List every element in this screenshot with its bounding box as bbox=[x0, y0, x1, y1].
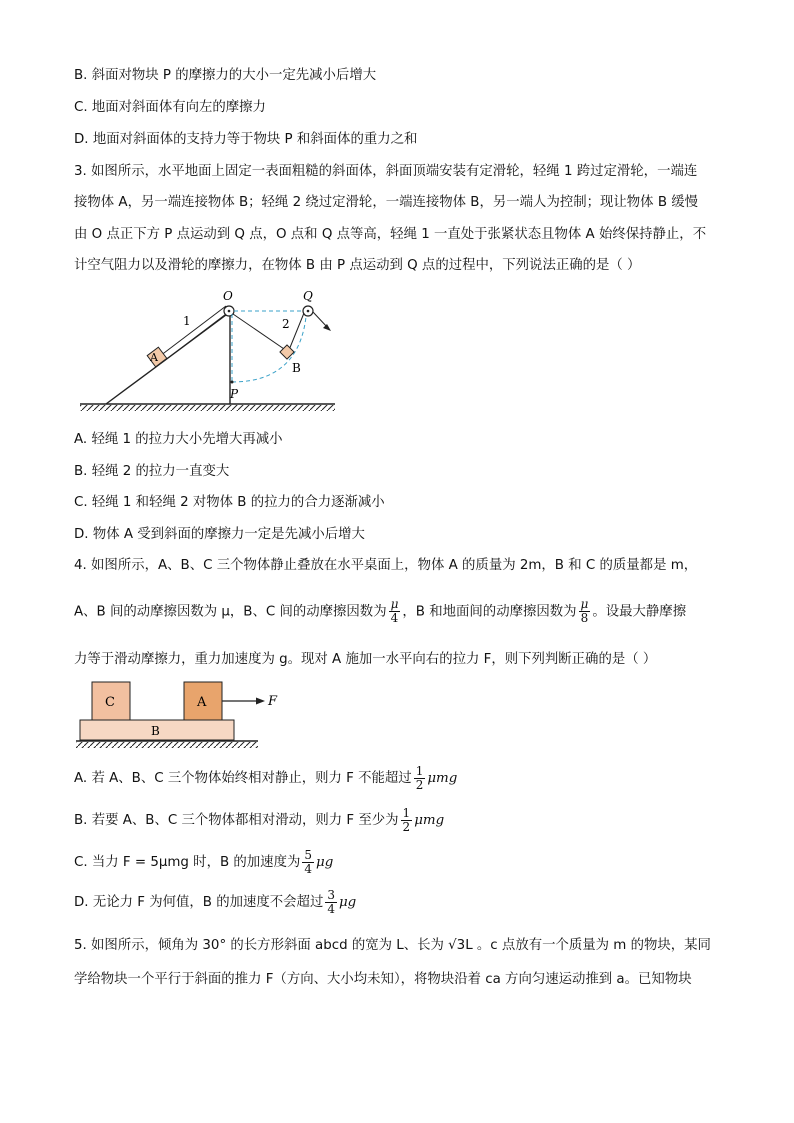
q3-option-d: D. 物体 A 受到斜面的摩擦力一定是先减小后增大 bbox=[74, 527, 365, 542]
label-q: Q bbox=[303, 289, 313, 303]
rope-2 bbox=[289, 313, 304, 350]
label-f: F bbox=[268, 694, 278, 709]
q2-option-b: B. 斜面对物块 P 的摩擦力的大小一定先减小后增大 bbox=[74, 68, 377, 83]
arrow-head-icon bbox=[256, 698, 265, 705]
q4-option-c: C. 当力 F = 5μmg 时，B 的加速度为 $\frac{5}{4}$ μg bbox=[74, 847, 334, 876]
q4-option-b: B. 若要 A、B、C 三个物体都相对滑动，则力 F 至少为 $\frac{1}{2}$ μmg bbox=[74, 805, 445, 834]
fraction-mu-over-4: $\frac{\mu}{4}$ bbox=[390, 597, 399, 625]
q3-stem-line-2: 接物体 A，另一端连接物体 B；轻绳 2 绕过定滑轮，一端连接物体 B，另一端人为控制；现让物体 B 缓慢 bbox=[74, 195, 699, 210]
q4-option-a: A. 若 A、B、C 三个物体始终相对静止，则力 F 不能超过 $\frac{1}{2}$ μmg bbox=[74, 763, 458, 792]
point-p bbox=[231, 381, 234, 384]
label-o: O bbox=[223, 289, 233, 303]
fraction-5-over-4: $\frac{5}{4}$ bbox=[304, 847, 312, 876]
q3-stem-line-3: 由 O 点正下方 P 点运动到 Q 点，O 点和 Q 点等高，轻绳 1 一直处于张紧状态且物体 A 始终保持静止，不 bbox=[74, 227, 707, 242]
q2-option-d: D. 地面对斜面体的支持力等于物块 P 和斜面体的重力之和 bbox=[74, 132, 418, 147]
q4-stem-line-2-part-c: 。设最大静摩擦 bbox=[592, 604, 687, 620]
q3-stem-line-1: 3. 如图所示，水平地面上固定一表面粗糙的斜面体，斜面顶端安装有定滑轮，轻绳 1 跨过定滑轮，一端连 bbox=[74, 164, 698, 179]
q4-stem-line-2-part-b: ，B 和地面间的动摩擦因数为 bbox=[402, 604, 577, 620]
q5-stem-line-1: 5. 如图所示，倾角为 30° 的长方形斜面 abcd 的宽为 L、长为 √3L 。c 点放有一个质量为 m 的物块，某同 bbox=[74, 938, 711, 953]
rope-1-to-b bbox=[233, 314, 287, 351]
q3-pulley-incline-figure bbox=[70, 284, 370, 414]
q3-option-b: B. 轻绳 2 的拉力一直变大 bbox=[74, 464, 230, 479]
fraction-3-over-4: $\frac{3}{4}$ bbox=[327, 887, 335, 916]
q4-stem-line-1: 4. 如图所示，A、B、C 三个物体静止叠放在水平桌面上，物体 A 的质量为 2m，B 和 C 的质量都是 m， bbox=[74, 558, 698, 573]
q4-stem-line-2 bbox=[74, 598, 686, 627]
label-a: A bbox=[197, 695, 207, 710]
label-a: A bbox=[150, 351, 158, 364]
q4-stacked-blocks-figure bbox=[72, 680, 292, 752]
rope-1 bbox=[160, 306, 226, 356]
label-b: B bbox=[292, 361, 301, 375]
q3-option-a: A. 轻绳 1 的拉力大小先增大再减小 bbox=[74, 432, 283, 447]
label-rope-2: 2 bbox=[282, 317, 290, 331]
q4-stem-line-2-part-a: A、B 间的动摩擦因数为 μ，B、C 间的动摩擦因数为 bbox=[74, 604, 387, 620]
fraction-1-over-2: $\frac{1}{2}$ bbox=[415, 763, 424, 792]
label-rope-1: 1 bbox=[183, 314, 191, 328]
ground-hatch bbox=[80, 405, 335, 411]
label-p: P bbox=[230, 387, 239, 401]
fraction-1-over-2: $\frac{1}{2}$ bbox=[402, 805, 411, 834]
label-b: B bbox=[151, 724, 160, 738]
q4-stem-line-3: 力等于滑动摩擦力，重力加速度为 g。现对 A 施加一水平向右的拉力 F，则下列判断正确的是（ ） bbox=[74, 652, 657, 667]
q3-stem-line-4: 计空气阻力以及滑轮的摩擦力，在物体 B 由 P 点运动到 Q 点的过程中，下列说法正确的是（ ） bbox=[74, 258, 641, 273]
fraction-mu-over-8: $\frac{\mu}{8}$ bbox=[580, 597, 589, 625]
q2-option-c: C. 地面对斜面体有向左的摩擦力 bbox=[74, 100, 266, 115]
q4-option-d: D. 无论力 F 为何值，B 的加速度不会超过 $\frac{3}{4}$ μg bbox=[74, 887, 357, 916]
label-c: C bbox=[105, 695, 115, 710]
q3-option-c: C. 轻绳 1 和轻绳 2 对物体 B 的拉力的合力逐渐减小 bbox=[74, 495, 385, 510]
pull-arrow-icon bbox=[323, 324, 331, 331]
q5-stem-line-2: 学给物块一个平行于斜面的推力 F（方向、大小均未知），将物块沿着 ca 方向匀速运动推到 a。已知物块 bbox=[74, 972, 692, 987]
table-hatch bbox=[76, 742, 258, 748]
